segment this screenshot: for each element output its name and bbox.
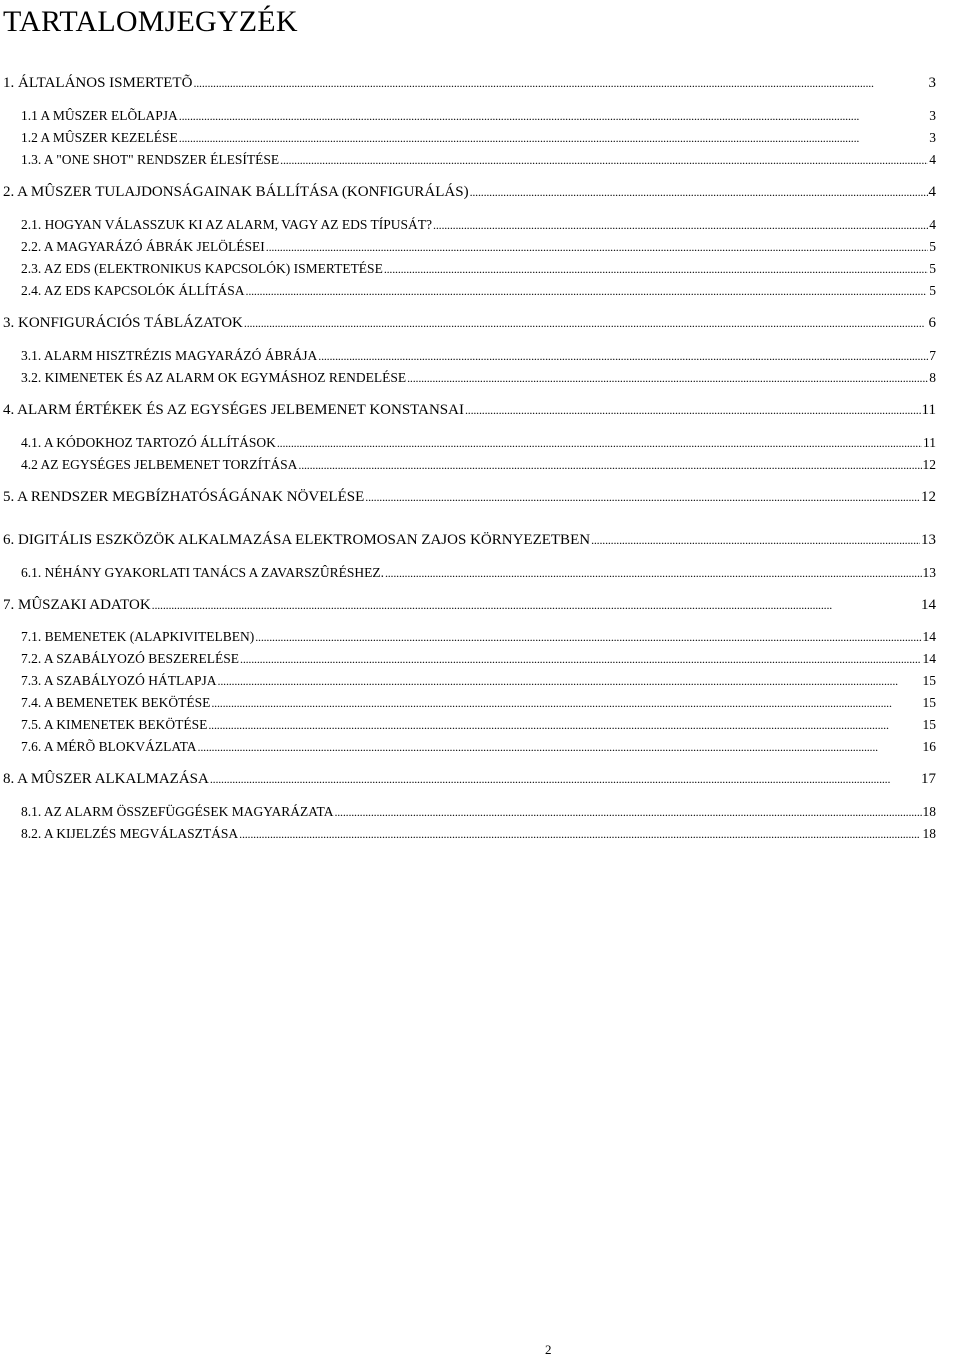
toc-entry-label: 7.1. BEMENETEK (ALAPKIVITELBEN) [21,629,255,644]
toc-page-number: 4 [929,152,936,167]
toc-page-number: 14 [922,629,936,644]
toc-page-number: 14 [921,597,936,613]
toc-leader-dots [210,770,920,788]
toc-page-number: 18 [922,804,936,819]
toc-page-number: 13 [922,565,936,580]
toc-page-number: 13 [921,532,936,548]
toc-entry-label: 7.2. A SZABÁLYOZÓ BESZERELÉSE [21,651,240,666]
toc-entry-label: 2.4. AZ EDS KAPCSOLÓK ÁLLÍTÁSA [21,283,245,298]
toc-entry-label: 5. A RENDSZER MEGBÍZHATÓSÁGÁNAK NÖVELÉSE [3,489,365,505]
toc-leader-dots [277,434,922,452]
toc-leader-dots [240,650,921,668]
toc-page-number: 4 [929,217,936,232]
toc-page-number: 3 [928,75,936,91]
toc-leader-dots [318,347,928,365]
toc-entry-7-1 [21,628,936,646]
toc-entry-label: 7. MÛSZAKI ADATOK [3,597,151,613]
toc-entry-2-4 [21,282,936,300]
toc-leader-dots [334,803,921,821]
toc-leader-dots [211,694,921,712]
toc-entry-label: 6.1. NÉHÁNY GYAKORLATI TANÁCS A ZAVARSZÛRÉSHEZ. [21,565,384,580]
toc-entry-label: 8. A MÛSZER ALKALMAZÁSA [3,771,209,787]
toc-leader-dots [385,564,922,582]
toc-page-number: 5 [929,239,936,254]
toc-leader-dots [179,107,928,125]
toc-page-number: 12 [922,457,936,472]
toc-entry-2-1 [21,216,936,234]
toc-page-number: 5 [929,261,936,276]
toc-entry-label: 2.2. A MAGYARÁZÓ ÁBRÁK JELÖLÉSEI [21,239,265,254]
toc-entry-label: 7.4. A BEMENETEK BEKÖTÉSE [21,695,211,710]
toc-leader-dots [384,260,928,278]
toc-entry-5 [3,488,936,506]
toc-leader-dots [298,456,921,474]
toc-leader-dots [407,369,928,387]
toc-entry-label: 3.2. KIMENETEK ÉS AZ ALARM OK EGYMÁSHOZ RENDELÉSE [21,370,407,385]
toc-page-number: 7 [929,348,936,363]
toc-entry-7 [3,596,936,614]
toc-entry-label: 1.1 A MÛSZER ELÕLAPJA [21,108,178,123]
toc-entry-label: 6. DIGITÁLIS ESZKÖZÖK ALKALMAZÁSA ELEKTROMOSAN ZAJOS KÖRNYEZETBEN [3,532,591,548]
toc-leader-dots [591,531,920,549]
toc-entry-7-6 [21,738,936,756]
toc-leader-dots [255,628,921,646]
toc-entry-1-1 [21,107,936,125]
toc-page-number: 14 [922,651,936,666]
toc-entry-label: 4. ALARM ÉRTÉKEK ÉS AZ EGYSÉGES JELBEMENET KONSTANSAI [3,402,464,418]
toc-leader-dots [365,488,920,506]
toc-entry-4 [3,401,936,419]
toc-entry-label: 1. ÁLTALÁNOS ISMERTETÕ [3,75,193,91]
toc-leader-dots [266,238,928,256]
toc-entry-8-2 [21,825,936,843]
toc-page-number: 17 [921,771,936,787]
toc-leader-dots [433,216,928,234]
toc-page-number: 18 [922,826,936,841]
toc-leader-dots [198,738,922,756]
toc-entry-8-1 [21,803,936,821]
toc-entry-4-1 [21,434,936,452]
toc-entry-label: 4.1. A KÓDOKHOZ TARTOZÓ ÁLLÍTÁSOK [21,435,276,450]
toc-page-number: 16 [922,739,936,754]
toc-page-number: 5 [929,283,936,298]
toc-entry-label: 7.5. A KIMENETEK BEKÖTÉSE [21,717,208,732]
toc-entry-label: 2.3. AZ EDS (ELEKTRONIKUS KAPCSOLÓK) ISMERTETÉSE [21,261,383,276]
toc-page-number: 3 [929,130,936,145]
toc-leader-dots [244,314,928,332]
toc-page-number: 4 [928,184,936,200]
toc-page-number: 15 [922,673,936,688]
toc-entry-6-1 [21,564,936,582]
toc-title: TARTALOMJEGYZÉK [3,5,298,38]
toc-entry-label: 4.2 AZ EGYSÉGES JELBEMENET TORZÍTÁSA [21,457,298,472]
toc-page-number: 3 [929,108,936,123]
toc-leader-dots [280,151,928,169]
toc-leader-dots [208,716,921,734]
toc-leader-dots [465,401,921,419]
toc-leader-dots [239,825,921,843]
toc-entry-7-4 [21,694,936,712]
toc-entry-label: 8.1. AZ ALARM ÖSSZEFÜGGÉSEK MAGYARÁZATA [21,804,334,819]
toc-page-number: 12 [921,489,936,505]
toc-entry-8 [3,770,936,788]
toc-entry-3-2 [21,369,936,387]
toc-leader-dots [152,596,920,614]
toc-page-number: 6 [928,315,936,331]
toc-entry-2 [3,183,936,201]
toc-entry-label: 7.3. A SZABÁLYOZÓ HÁTLAPJA [21,673,217,688]
toc-entry-2-2 [21,238,936,256]
toc-entry-label: 8.2. A KIJELZÉS MEGVÁLASZTÁSA [21,826,239,841]
toc-page-number: 8 [929,370,936,385]
toc-entry-label: 3. KONFIGURÁCIÓS TÁBLÁZATOK [3,315,243,331]
page-number-footer: 2 [545,1342,552,1357]
toc-leader-dots [179,129,928,147]
toc-entry-label: 1.2 A MÛSZER KEZELÉSE [21,130,178,145]
toc-page-number: 15 [922,695,936,710]
toc-entry-label: 7.6. A MÉRÕ BLOKVÁZLATA [21,739,197,754]
toc-entry-1-3 [21,151,936,169]
toc-entry-2-3 [21,260,936,278]
toc-entry-label: 3.1. ALARM HISZTRÉZIS MAGYARÁZÓ ÁBRÁJA [21,348,318,363]
toc-entry-1-2 [21,129,936,147]
toc-entry-4-2 [21,456,936,474]
toc-page-number: 15 [922,717,936,732]
toc-entry-3-1 [21,347,936,365]
toc-entry-1 [3,74,936,92]
toc-leader-dots [218,672,922,690]
toc-entry-label: 2.1. HOGYAN VÁLASSZUK KI AZ ALARM, VAGY AZ EDS TÍPUSÁT? [21,217,433,232]
toc-entry-6 [3,531,936,549]
toc-leader-dots [470,183,928,201]
toc-entry-3 [3,314,936,332]
toc-entry-7-2 [21,650,936,668]
toc-entry-7-3 [21,672,936,690]
toc-leader-dots [193,74,927,92]
toc-entry-7-5 [21,716,936,734]
toc-leader-dots [246,282,929,300]
toc-entry-label: 2. A MÛSZER TULAJDONSÁGAINAK BÁLLÍTÁSA (KONFIGURÁLÁS) [3,184,469,200]
toc-page-number: 11 [921,402,936,418]
toc-page-number: 11 [923,435,936,450]
toc-entry-label: 1.3. A "ONE SHOT" RENDSZER ÉLESÍTÉSE [21,152,280,167]
